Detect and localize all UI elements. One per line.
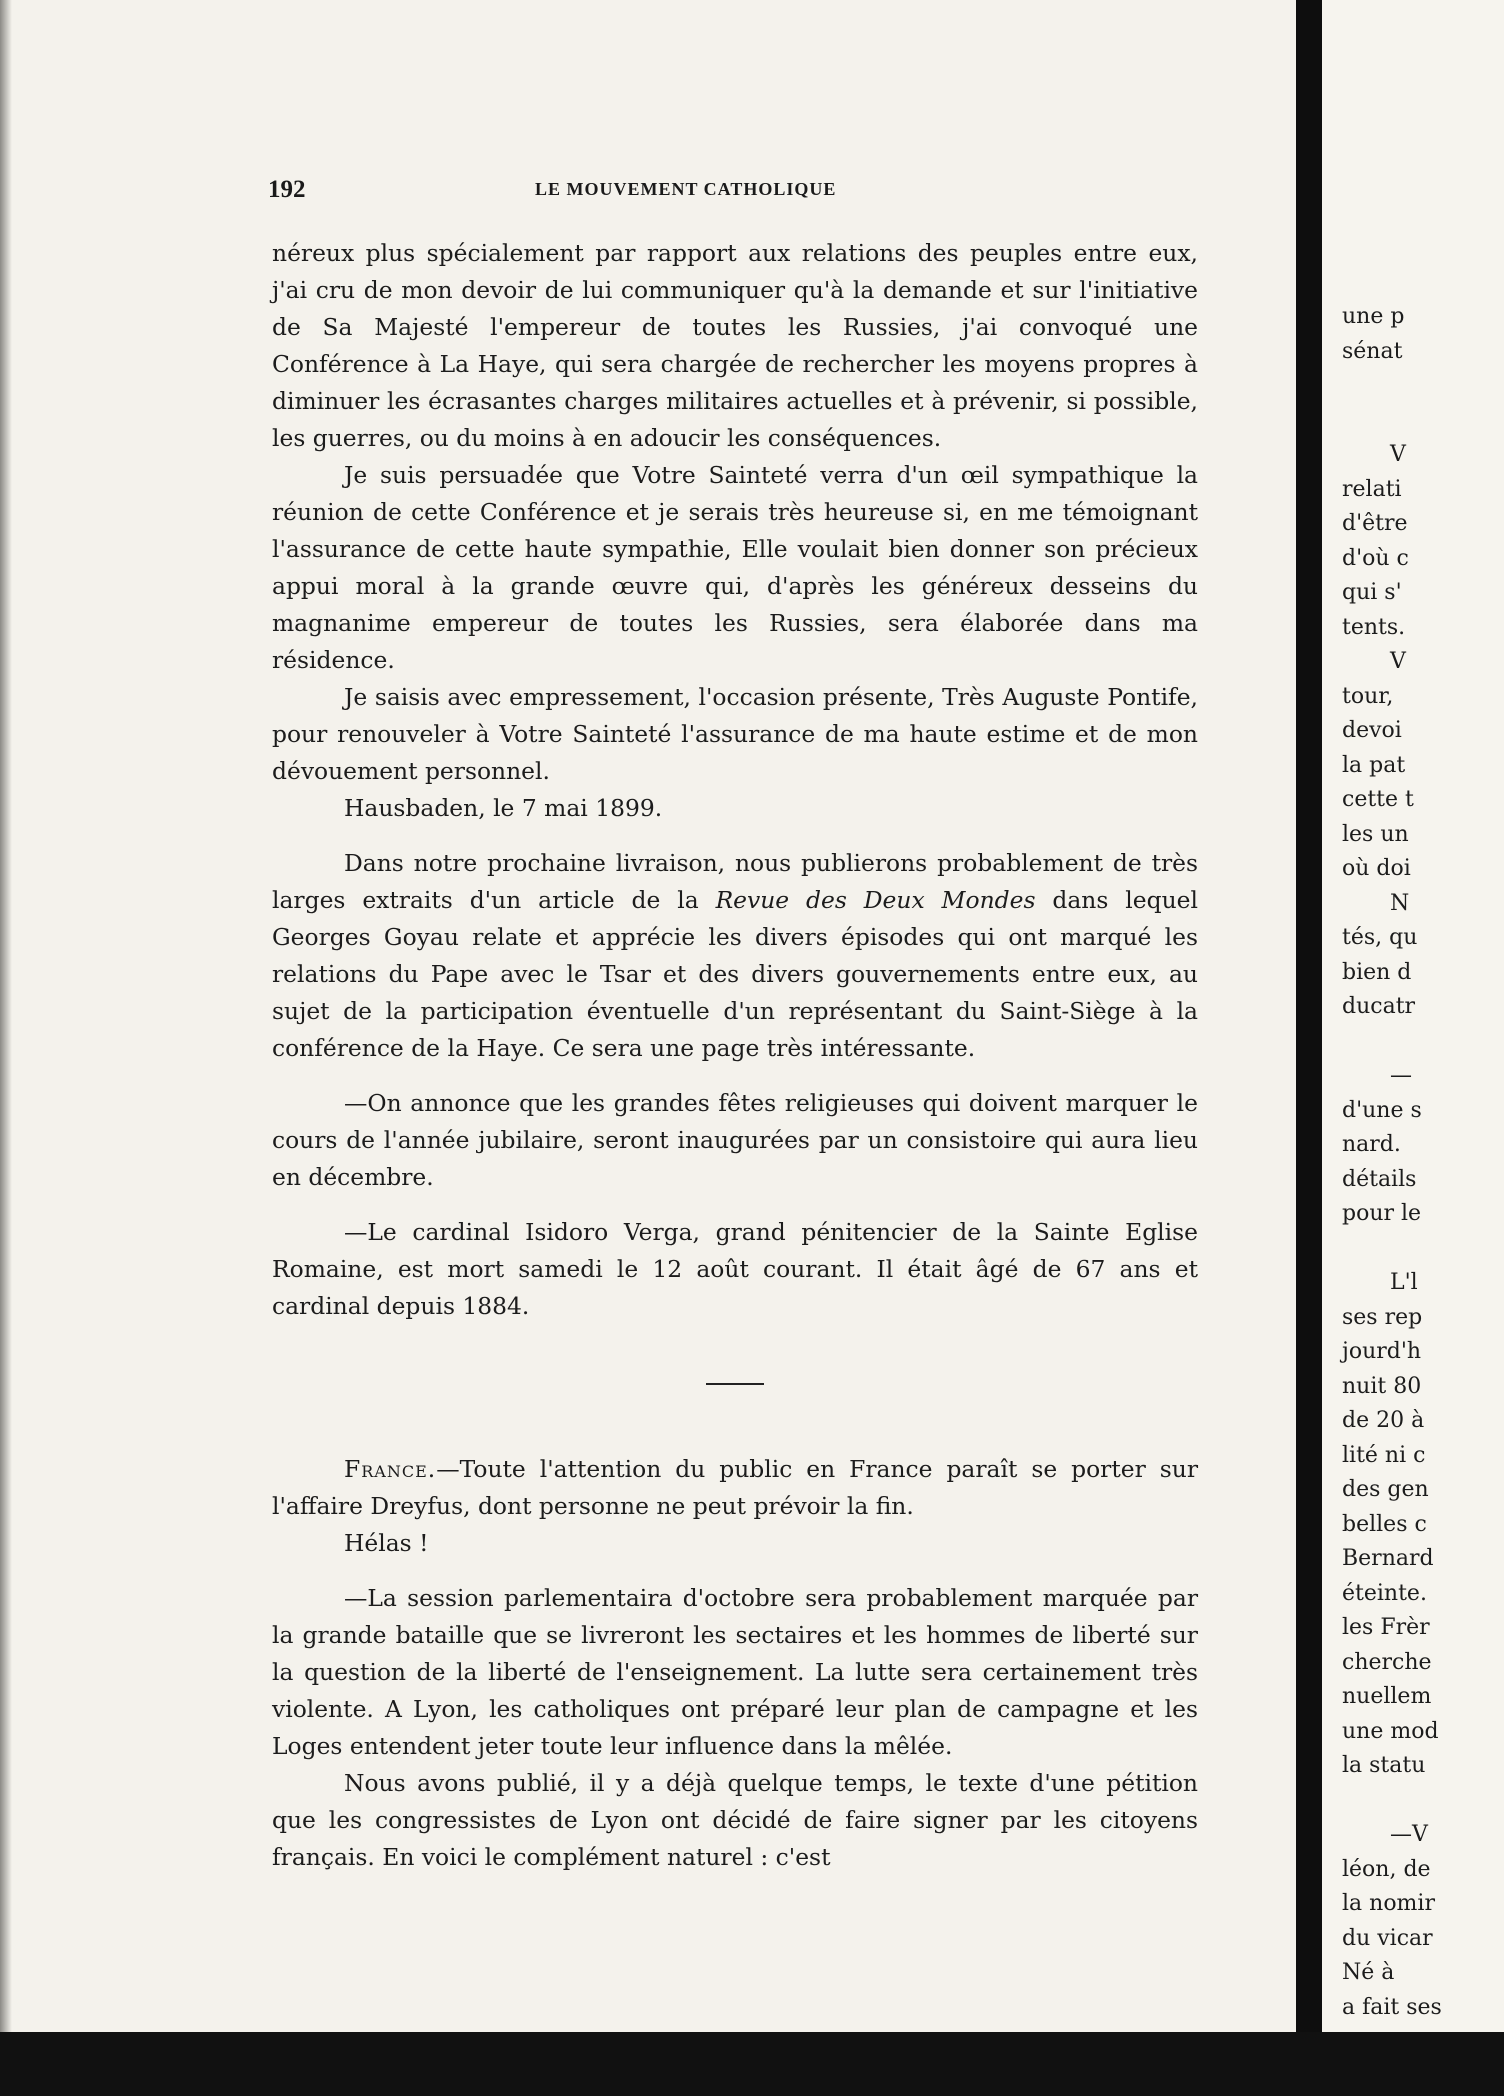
right-page-line: les Frèr [1342,1615,1430,1640]
right-page-line: qui s' [1342,580,1402,605]
paragraph: Je saisis avec empressement, l'occasion présente, Très Auguste Pontife, pour renouveler à Votre Sainteté l'assurance de ma haute estime et de mon dévouement personnel. [272,683,1198,785]
right-page-line [1342,1784,1504,1819]
right-page-line: Bernard [1342,1546,1434,1571]
section-heading: France. [344,1455,437,1483]
right-page-line: cherche [1342,1649,1432,1675]
dateline: Hausbaden, le 7 mai 1899. [344,794,663,822]
right-page-line: Né à [1342,1960,1395,1985]
right-page-line: du vicar [1342,1925,1433,1951]
right-page-line: —V [1390,1822,1428,1847]
paragraph: —Le cardinal Isidoro Verga, grand pénitencier de la Sainte Eglise Romaine, est mort samedi le 12 août courant. Il était âgé de 67 ans et cardinal depuis 1884. [272,1218,1198,1320]
right-page-line: des gen [1342,1477,1429,1502]
right-page-line: nuit 80 [1342,1373,1422,1399]
right-page-line [1342,1025,1504,1060]
right-page-line: d'être [1342,511,1408,536]
page-number: 192 [268,176,306,203]
right-page-line: N [1390,890,1410,916]
right-page-line: la nomir [1342,1891,1435,1916]
paragraph: néreux plus spécialement par rapport aux relations des peuples entre eux, j'ai cru de mon devoir de lui communiquer qu'à la demande et sur l'initiative de Sa Majesté l'empereur de toutes les Russies, j'ai convoqué une Conférence à La Haye, qui sera chargée de rechercher les moyens propres à diminuer les écrasantes charges militaires actuelles et à prévenir, si possible, les guerres, ou du moins à en adoucir les conséquences. [272,239,1198,452]
paragraph: Nous avons publié, il y a déjà quelque temps, le texte d'une pétition que les congressistes de Lyon ont décidé de faire signer par les citoyens français. En voici le complément naturel : c'est [272,1769,1198,1871]
right-page-line: léon, de [1342,1856,1431,1882]
right-page-line: où doi [1342,856,1411,881]
right-page-line: la statu [1342,1753,1426,1778]
right-page-line: une p [1342,304,1405,329]
right-page-line [1342,1232,1504,1267]
paragraph: Je suis persuadée que Votre Sainteté verra d'un œil sympathique la réunion de cette Conférence et je serais très heureuse si, en me témoignant l'assurance de cette haute sympathie, Elle voulait bien donner son précieux appui moral à la grande œuvre qui, d'après les généreux desseins du magnanime empereur de toutes les Russies, sera élaborée dans ma résidence. [272,461,1198,674]
paragraph: —La session parlementaira d'octobre sera probablement marquée par la grande bataille que se livreront les sectaires et les hommes de liberté sur la question de la liberté de l'enseignement. La lutte sera certainement très violente. A Lyon, les catholiques ont préparé leur plan de campagne et les Loges entendent jeter toute leur influence dans la mêlée. [272,1584,1198,1760]
paragraph: —On annonce que les grandes fêtes religieuses qui doivent marquer le cours de l'année jubilaire, seront inaugurées par un consistoire qui aura lieu en décembre. [272,1089,1198,1191]
right-page-line: bien d [1342,959,1412,985]
right-page-line: éteinte. [1342,1580,1427,1606]
right-page-line: tés, qu [1342,925,1418,950]
right-page-line: les un [1342,821,1409,847]
paragraph-text: dans lequel Georges Goyau relate et apprécie les divers épisodes qui ont marqué les relations du Pape avec le Tsar et des divers gouvernements entre eux, au sujet de la participation éventuelle d'un représentant du Saint-Siège à la conférence de la Haye. Ce sera une page très intéressante. [272,886,1198,1062]
right-page-line: lité ni c [1342,1442,1426,1468]
page-header [268,176,1198,202]
right-page-line [1342,404,1504,439]
right-page-line: tour, [1342,683,1394,709]
right-page-line: la pat [1342,752,1406,778]
article-body [272,235,1198,1876]
right-page-line: nuellem [1342,1684,1432,1709]
right-page-line: a fait ses [1342,1994,1442,2020]
right-page-line: nard. [1342,1132,1401,1157]
right-page-line: une mod [1342,1718,1439,1744]
right-page-line: sénat [1342,338,1403,364]
right-page-line: d'une s [1342,1097,1422,1123]
right-page-line: détails [1342,1166,1417,1192]
paragraph-text: Dans notre prochaine livraison, nous publierons probablement de très larges extraits d'un article de la [272,849,1198,914]
right-page-line: V [1390,442,1406,467]
right-page-line: de 20 à [1342,1408,1425,1433]
running-head: LE MOUVEMENT CATHOLIQUE [535,179,837,199]
paragraph: Hélas ! [344,1529,429,1557]
section-divider [706,1383,764,1385]
right-page-line: cette t [1342,787,1414,812]
right-page-line: devoi [1342,718,1402,743]
right-page-line: L'l [1390,1270,1418,1295]
right-page [1322,0,1504,2096]
right-page-line: belles c [1342,1511,1427,1537]
right-page-line: d'où c [1342,545,1409,571]
publication-title: Revue des Deux Mondes [715,886,1036,914]
book-gutter [1296,0,1322,2096]
right-page-line: — [1390,1063,1412,1088]
right-page-line: relati [1342,476,1402,502]
right-page-line: pour le [1342,1201,1422,1226]
paragraph-text: —Toute l'attention du public en France paraît se porter sur l'affaire Dreyfus, dont personne ne peut prévoir la fin. [272,1455,1198,1520]
right-page-line [1342,369,1504,404]
right-page-line: jourd'h [1342,1339,1422,1364]
right-page-text [1342,300,1504,2025]
right-page-line: ses rep [1342,1304,1423,1330]
right-page-line: ducatr [1342,994,1416,1019]
paragraph [272,1451,1198,1525]
scan-border [0,2032,1504,2096]
paragraph [272,845,1198,1067]
page-edge-shadow [0,0,12,2096]
right-page-line: tents. [1342,614,1406,640]
right-page-line: V [1390,649,1406,674]
